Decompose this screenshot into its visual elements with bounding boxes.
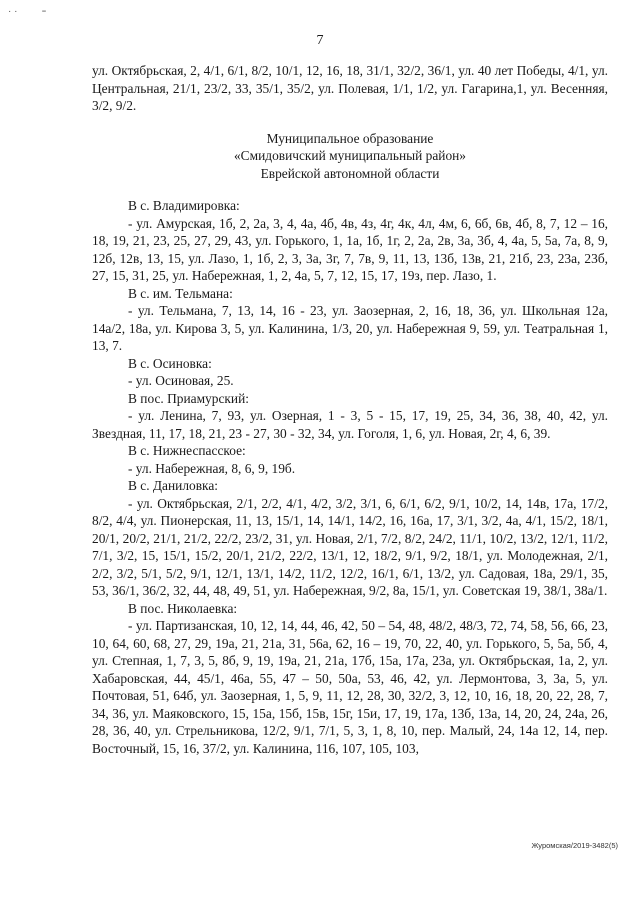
section-title: В с. им. Тельмана: — [128, 285, 233, 301]
heading-line-2: «Смидовичский муниципальный район» — [233, 148, 466, 163]
section-title: В пос. Приамурский: — [128, 390, 249, 406]
document-footer: Журомская/2019-3482(5) — [531, 841, 618, 850]
section-text: - ул. Партизанская, 10, 12, 14, 44, 46, 42, 50 – 54, 48, 48/2, 48/3, 72, 74, 58, 56, 66, 23, 10, 64, 60, 68, 27, 29, 19а, 21, 21а, 31, 56а, 62, 16 – 19, 70, 22, 40, ул. Горького, 5, 5а, 5б, 4, ул. Степная, 1, 7, 3, 5, 8б, 9, 19, 19а, 21, 21а, 17б, 15а, 17а, 23а, ул. Октябрьская, 1а, 2, ул. Хабаровская, 44, 45/1, 46а, 55, 47 – 50, 50а, 53, 46, 42, ул. Лермонтова, 3, 3а, 5, ул. Почтовая, 51, 64б, ул. Заозерная, 1, 5, 9, 11, 12, 28, 30, 32/2, 3, 12, 10, 16, 18, 20, 22, 28, 7, 34, 36, ул. Маяковского, 15, 15а, 15б, 15в, 15г, 15и, 17, 19, 17а, 13б, 13а, 14, 20, 24, 24а, 26, 28, 36, 40, ул. Стрельникова, 12/2, 9/1, 7/1, 5, 3, 1, 8, 10, пер. Малый, 24, 14а 12, 14, пер. Восточный, 15, 16, 37/2, ул. Калинина, 116, 107, 105, 103, — [92, 618, 608, 756]
section-text: - ул. Амурская, 1б, 2, 2а, 3, 4, 4а, 4б, 4в, 4з, 4г, 4к, 4л, 4м, 6, 6б, 6в, 4б, 8, 7, 12 – 16, 18, 19, 21, 23, 25, 27, 29, 43, ул. Горького, 1, 1а, 1б, 1г, 2, 2а, 2в, 3а, 3б, 4, 4а, 5, 5а, 7а, 8, 9, 12б, 12в, 13, 15, ул. Лазо, 1, 1б, 2, 3, 3а, 3г, 7, 7в, 9, 11, 13, 13б, 13в, 21, 21б, 23, 23а, 23б, 27, 15, 31, 25, ул. Набережная, 1, 2, 4а, 5, 7, 12, 15, 17, 19з, пер. Лазо, 1. — [92, 215, 608, 283]
section-text: - ул. Набережная, 8, 6, 9, 19б. — [128, 460, 296, 476]
section-title: В с. Нижнеспасское: — [128, 443, 246, 458]
intro-paragraph: ул. Октябрьская, 2, 4/1, 6/1, 8/2, 10/1, 12, 16, 18, 31/1, 32/2, 36/1, ул. 40 лет Победы, 4/1, ул. Центральная, 21/1, 23/2, 33, 35/1, 35/2, ул. Полевая, 1/1, 1/2, ул. Гагарина,1, ул. Весенняя, 3/2, 9/2. — [92, 63, 608, 113]
section-text: - ул. Тельмана, 7, 13, 14, 16 - 23, ул. Заозерная, 2, 16, 18, 36, ул. Школьная 12а, 14а/2, 18а, ул. Кирова 3, 5, ул. Калинина, 1/3, 20, ул. Набережная 9, 59, ул. Театральная 1, 13, 7. — [92, 303, 608, 353]
section-title: В с. Владимировка: — [128, 198, 240, 213]
page-number: 7 — [316, 33, 324, 48]
section-title: В пос. Николаевка: — [128, 600, 238, 616]
heading-line-3: Еврейской автономной области — [260, 165, 440, 181]
document-body — [92, 62, 608, 757]
section-text: - ул. Октябрьская, 2/1, 2/2, 4/1, 4/2, 3/2, 3/1, 6, 6/1, 6/2, 9/1, 10/2, 14, 14в, 17а, 17/2, 8/2, 4/4, ул. Пионерская, 11, 13, 15/1, 14, 14/1, 14/2, 16, 16а, 17, 3/1, 3/2, 4а, 4/1, 15/2, 18/1, 20/1, 20/2, 21/1, 21/2, 22/2, 23/2, 31, ул. Новая, 2/1, 7/2, 8/2, 24/2, 11/1, 10/2, 13/2, 12/1, 11/2, 7/1, 3/2, 15, 15/1, 15/2, 20/1, 21/2, 22/2, 13/1, 12, 18/2, 9/1, 9/2, 18/1, ул. Молодежная, 2/1, 2/2, 3/2, 5/1, 5/2, 9/1, 12/1, 13/1, 14/2, 11/2, 12/2, 16/1, 6/1, 13/2, ул. Садовая, 18а, 29/1, 35, 53, 36/1, 36/2, 32, 44, 48, 49, 51, ул. Набережная, 9/2, 8а, 15/1, ул. Советская 19, 38/1, 38а/1. — [92, 495, 608, 598]
heading-line-1: Муниципальное образование — [266, 130, 434, 146]
section-text: - ул. Ленина, 7, 93, ул. Озерная, 1 - 3, 5 - 15, 17, 19, 25, 34, 36, 38, 40, 42, ул. Звездная, 11, 17, 18, 21, 23 - 27, 30 - 32, 34, ул. Гоголя, 1, 6, ул. Новая, 2г, 4, 6, 39. — [92, 408, 608, 441]
section-text: - ул. Осиновая, 25. — [128, 373, 234, 388]
scan-mark: · · — [8, 6, 18, 17]
section-title: В с. Осиновка: — [128, 355, 212, 371]
scan-mark: ˗ — [42, 2, 46, 16]
section-title: В с. Даниловка: — [128, 478, 218, 493]
